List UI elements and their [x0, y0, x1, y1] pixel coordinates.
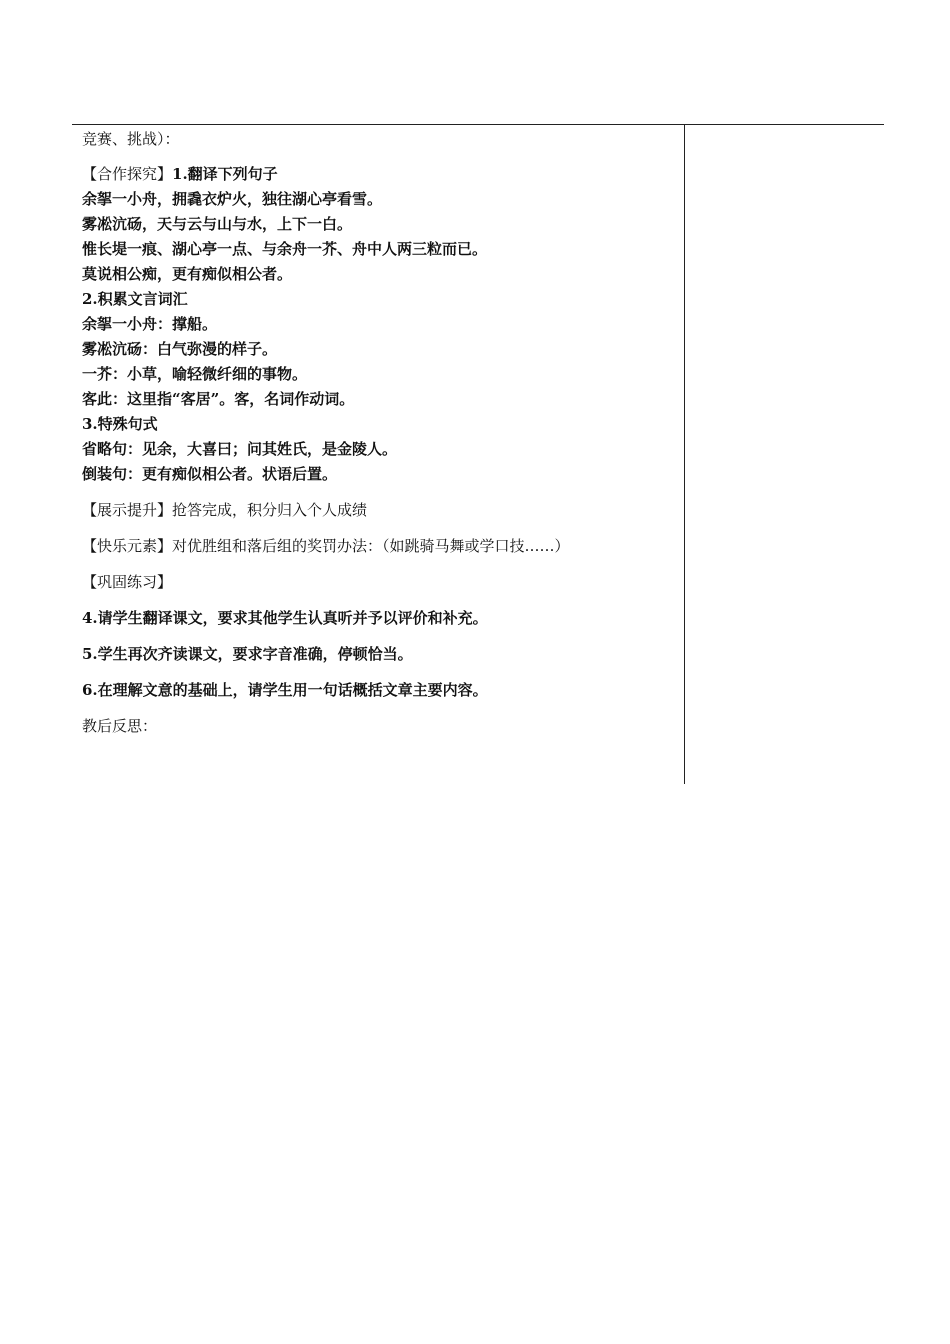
lesson-content-cell	[82, 127, 678, 739]
syntax-1: 省略句：见余，大喜曰；问其姓氏，是金陵人。	[82, 440, 398, 458]
vocab-1: 余挐一小舟：撑船。	[82, 315, 218, 333]
vocab-4: 客此：这里指“客居”。客，名词作动词。	[82, 390, 355, 408]
vocab-2: 雾凇沆砀：白气弥漫的样子。	[82, 340, 278, 358]
gonggu-heading: 【巩固练习】	[82, 573, 173, 591]
table-column-divider	[684, 124, 685, 784]
exercise-5: 5.学生再次齐读课文，要求字音准确，停顿恰当。	[82, 645, 413, 663]
hezuo-task-3: 3.特殊句式	[82, 415, 158, 433]
exercise-6: 6.在理解文意的基础上，请学生用一句话概括文章主要内容。	[82, 681, 488, 699]
reflection-label: 教后反思：	[82, 717, 158, 735]
kuaile-section: 【快乐元素】对优胜组和落后组的奖罚办法：（如跳骑马舞或学口技……）	[82, 537, 570, 555]
zhanshi-section: 【展示提升】抢答完成，积分归入个人成绩	[82, 501, 368, 519]
sentence-2: 雾凇沆砀，天与云与山与水，上下一白。	[82, 215, 353, 233]
syntax-2: 倒装句：更有痴似相公者。状语后置。	[82, 465, 338, 483]
sentence-4: 莫说相公痴，更有痴似相公者。	[82, 265, 293, 283]
hezuo-task-1: 1.翻译下列句子	[172, 165, 278, 183]
table-top-border	[72, 124, 884, 125]
exercise-4: 4.请学生翻译课文，要求其他学生认真听并予以评价和补充。	[82, 609, 488, 627]
hezuo-task-2: 2.积累文言词汇	[82, 290, 188, 308]
hezuo-bracket-label: 【合作探究】	[82, 165, 173, 183]
vocab-3: 一芥：小草，喻轻微纤细的事物。	[82, 365, 308, 383]
sentence-3: 惟长堤一痕、湖心亭一点、与余舟一芥、舟中人两三粒而已。	[82, 240, 488, 258]
sentence-1: 余挐一小舟，拥毳衣炉火，独往湖心亭看雪。	[82, 190, 383, 208]
hezuo-heading	[82, 162, 678, 187]
intro-text: 竞赛、挑战）：	[82, 130, 180, 148]
